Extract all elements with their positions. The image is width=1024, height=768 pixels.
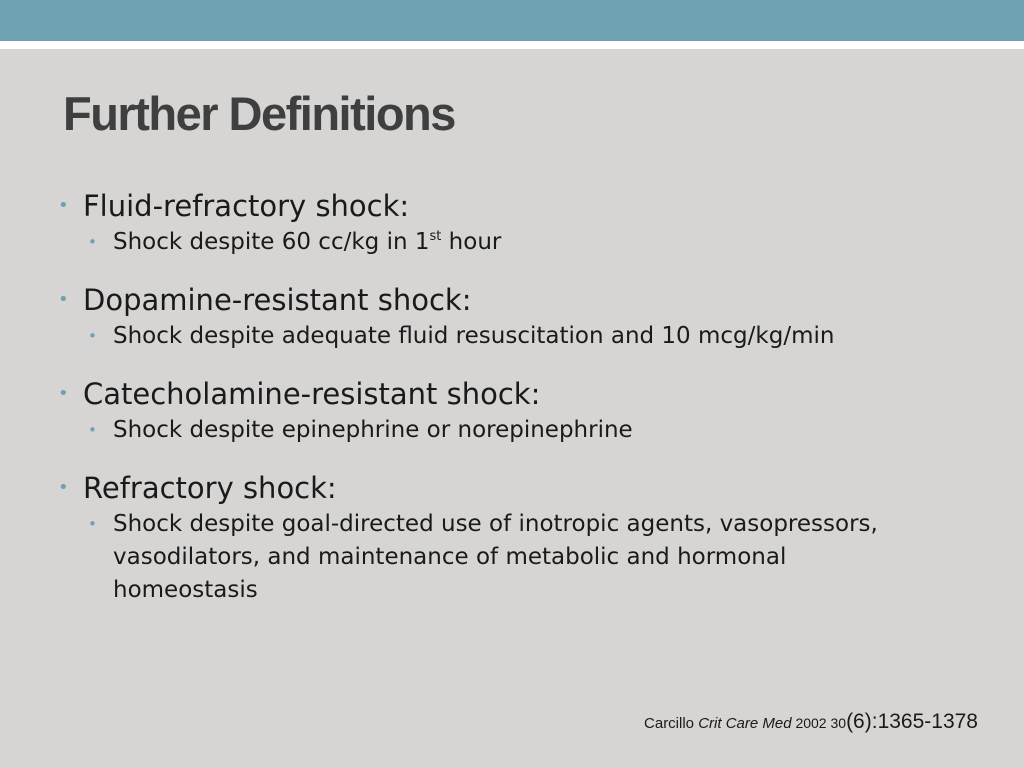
sub-bullet-dot-icon: • — [88, 327, 97, 345]
sub-bullet — [88, 508, 918, 607]
sub-bullet-list — [58, 414, 958, 447]
sub-bullet-dot-icon: • — [88, 233, 97, 251]
ordinal-superscript: st — [429, 229, 442, 244]
bullet-heading-text: Dopamine-resistant shock: — [83, 283, 472, 317]
bullet-heading — [58, 186, 958, 226]
citation — [644, 710, 978, 734]
bullet-dot-icon: • — [58, 383, 69, 404]
citation-year: 2002 30 — [791, 715, 847, 731]
bullet-heading-text: Fluid-refractory shock: — [83, 189, 410, 223]
bullet-dot-icon: • — [58, 477, 69, 498]
sub-bullet-list — [58, 226, 958, 259]
bullet-heading — [58, 468, 958, 508]
sub-bullet-dot-icon: • — [88, 421, 97, 439]
bullet-dot-icon: • — [58, 195, 69, 216]
bullet-heading — [58, 280, 958, 320]
sub-bullet-list — [58, 508, 958, 607]
bullet-group-refractory — [58, 468, 958, 607]
sub-bullet — [88, 414, 918, 447]
sub-bullet-list — [58, 320, 958, 353]
top-accent-bar — [0, 0, 1024, 41]
slide-title: Further Definitions — [63, 87, 455, 140]
bullet-group-catecholamine-resistant — [58, 374, 958, 447]
citation-author: Carcillo — [644, 715, 699, 732]
bullet-heading — [58, 374, 958, 414]
sub-bullet-text: Shock despite 60 cc/kg in 1 — [113, 229, 430, 255]
sub-bullet-dot-icon: • — [88, 515, 97, 533]
sub-bullet — [88, 226, 918, 259]
bullet-heading-text: Refractory shock: — [83, 471, 337, 505]
sub-bullet-text: Shock despite adequate fluid resuscitation and 10 mcg/kg/min — [113, 323, 835, 349]
bullet-group-dopamine-resistant — [58, 280, 958, 353]
bullet-heading-text: Catecholamine-resistant shock: — [83, 377, 541, 411]
citation-pages: (6):1365-1378 — [846, 710, 978, 733]
sub-bullet-text: Shock despite epinephrine or norepinephrine — [113, 417, 633, 443]
bullet-dot-icon: • — [58, 289, 69, 310]
citation-journal: Crit Care Med — [698, 715, 792, 732]
sub-bullet-text-end: hour — [441, 229, 502, 255]
sub-bullet — [88, 320, 918, 353]
bullet-list — [58, 186, 958, 628]
bullet-group-fluid-refractory — [58, 186, 958, 259]
sub-bullet-text: Shock despite goal-directed use of inotropic agents, vasopressors, vasodilators, and maintenance of metabolic and hormonal homeostasis — [113, 511, 878, 603]
